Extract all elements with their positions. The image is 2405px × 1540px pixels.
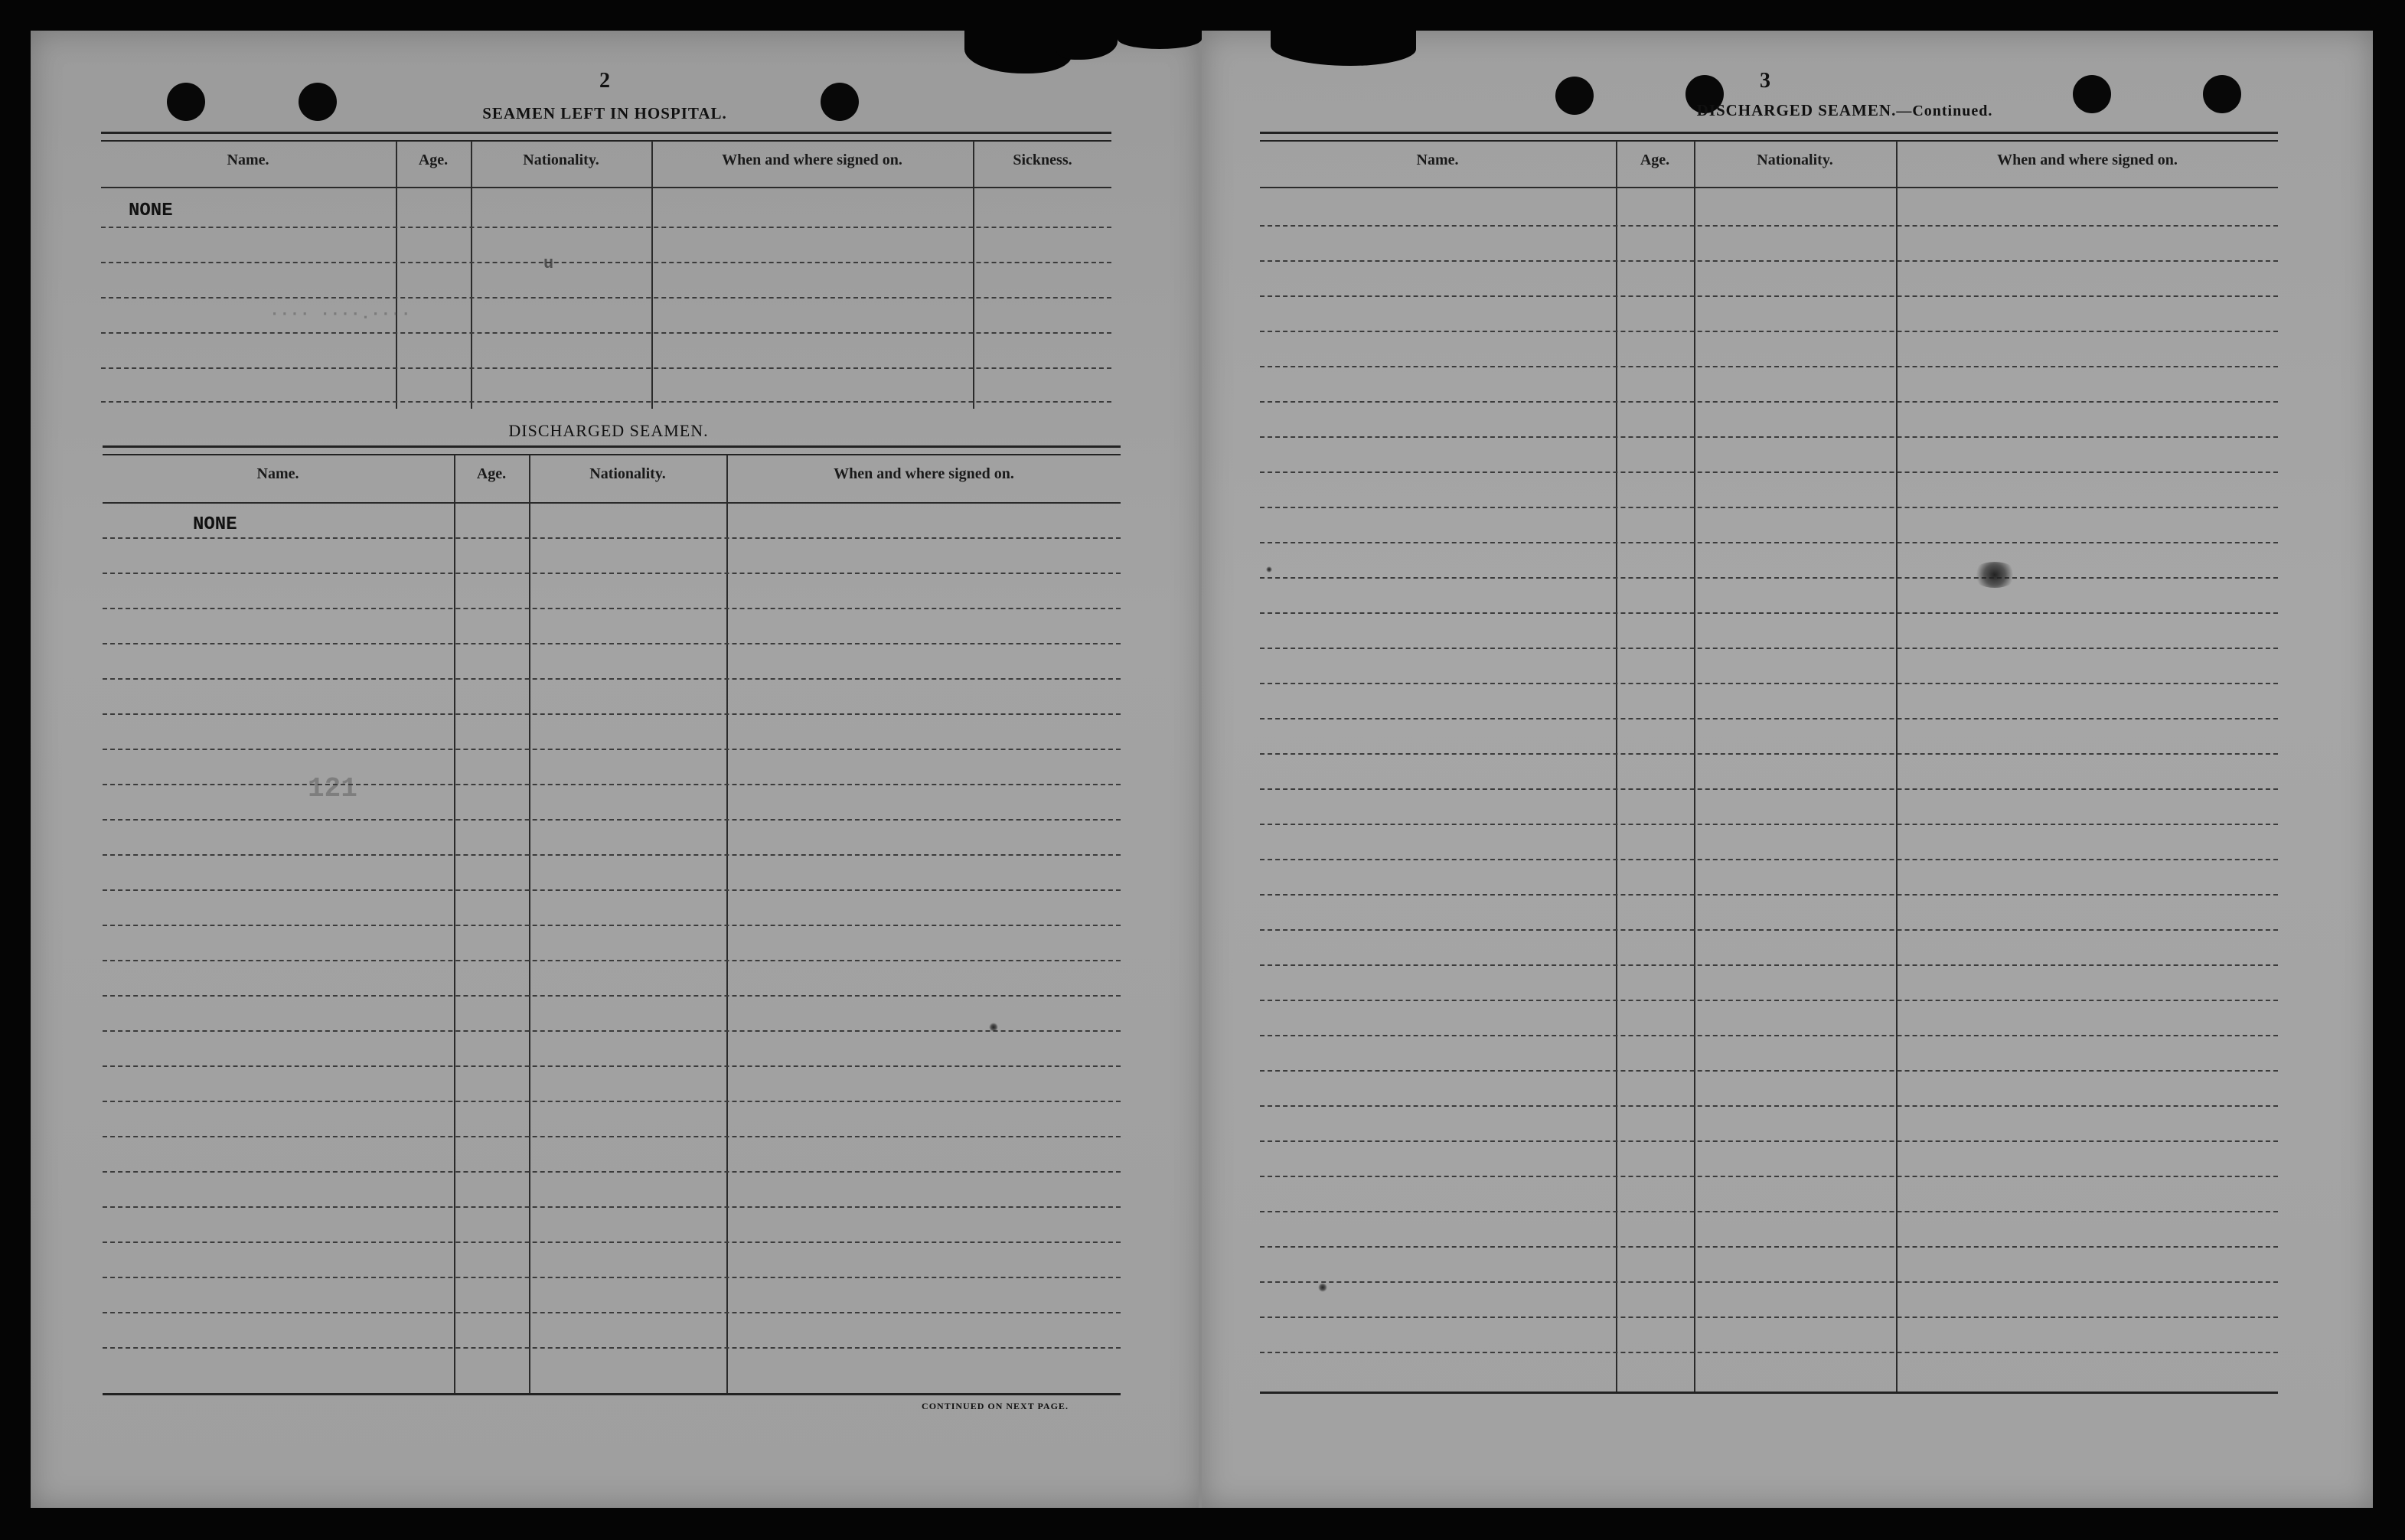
title-continued: —Continued.	[1896, 103, 1993, 119]
faint-show-through: 121	[308, 773, 357, 804]
row-rule	[1260, 1176, 2278, 1177]
header-rule	[1260, 187, 2278, 188]
row-rule	[1260, 331, 2278, 332]
row-rule	[103, 1171, 1121, 1173]
column-header-name: Name.	[1416, 152, 1459, 168]
row-rule	[103, 854, 1121, 856]
header-rule	[103, 502, 1121, 504]
row-rule	[1260, 436, 2278, 438]
row-rule	[1260, 471, 2278, 473]
row-rule	[103, 608, 1121, 609]
column-header-nationality: Nationality.	[589, 465, 666, 482]
row-rule	[103, 1206, 1121, 1208]
row-rule	[1260, 648, 2278, 649]
row-rule	[101, 401, 1111, 403]
table-top-rule	[101, 132, 1111, 142]
column-header-age: Age.	[476, 465, 507, 482]
discharged-section-title: DISCHARGED SEAMEN.	[508, 421, 709, 440]
faint-show-through: ···· ····.····	[269, 305, 411, 324]
row-rule	[103, 889, 1121, 891]
row-rule	[103, 1065, 1121, 1067]
punch-hole	[2203, 75, 2241, 113]
row-rule	[1260, 1070, 2278, 1072]
row-rule	[103, 784, 1121, 785]
table-top-rule	[103, 445, 1121, 455]
discharged-entry-none: NONE	[193, 514, 237, 535]
row-rule	[103, 819, 1121, 821]
row-rule	[1260, 1246, 2278, 1248]
discharged-continued-title	[1531, 101, 2159, 120]
row-rule	[103, 1030, 1121, 1032]
row-rule	[1260, 1281, 2278, 1283]
page-number-left: 2	[599, 69, 610, 93]
row-rule	[1260, 894, 2278, 896]
row-rule	[1260, 1105, 2278, 1107]
row-rule	[1260, 507, 2278, 508]
faint-show-through: u	[543, 254, 554, 273]
row-rule	[103, 678, 1121, 680]
page-fold	[1199, 31, 1202, 1508]
row-rule	[101, 262, 1111, 263]
row-rule	[1260, 1140, 2278, 1142]
discharged-table-right	[1260, 132, 2278, 1395]
column-header-name: Name.	[256, 465, 299, 482]
row-rule	[1260, 929, 2278, 931]
row-rule	[103, 925, 1121, 926]
row-rule	[1260, 225, 2278, 227]
column-header-signed-on: When and where signed on.	[834, 465, 1014, 482]
column-header-nationality: Nationality.	[1757, 152, 1833, 168]
table-top-rule	[1260, 132, 2278, 142]
row-rule	[1260, 824, 2278, 825]
row-rule	[1260, 788, 2278, 790]
row-rule	[103, 1347, 1121, 1349]
row-rule	[1260, 859, 2278, 860]
row-rule	[101, 332, 1111, 334]
column-header-signed-on: When and where signed on.	[722, 152, 902, 168]
row-rule	[103, 1136, 1121, 1137]
row-rule	[1260, 1035, 2278, 1036]
row-rule	[101, 297, 1111, 299]
row-rule	[103, 1101, 1121, 1102]
ink-speck	[1318, 1283, 1327, 1292]
row-rule	[1260, 542, 2278, 543]
row-rule	[1260, 683, 2278, 684]
column-divider	[1896, 141, 1898, 1393]
column-header-age: Age.	[1640, 152, 1670, 168]
title-main: DISCHARGED SEAMEN.	[1696, 101, 1897, 119]
column-header-name: Name.	[227, 152, 269, 168]
column-header-age: Age.	[418, 152, 449, 168]
header-rule	[101, 187, 1111, 188]
column-divider	[1616, 141, 1617, 1393]
punch-hole	[821, 83, 859, 121]
continued-note: CONTINUED ON NEXT PAGE.	[922, 1401, 1069, 1411]
row-rule	[1260, 1000, 2278, 1001]
row-rule	[103, 749, 1121, 750]
page-number-right: 3	[1760, 69, 1770, 93]
hospital-entry-none: NONE	[129, 201, 173, 221]
row-rule	[1260, 718, 2278, 719]
ink-speck	[1266, 566, 1272, 573]
row-rule	[101, 367, 1111, 369]
row-rule	[101, 227, 1111, 228]
row-rule	[1260, 1317, 2278, 1318]
column-divider	[1694, 141, 1695, 1393]
row-rule	[103, 1312, 1121, 1313]
row-rule	[103, 573, 1121, 574]
torn-edge	[1118, 29, 1202, 49]
hospital-table	[101, 132, 1111, 412]
row-rule	[103, 960, 1121, 961]
column-header-nationality: Nationality.	[523, 152, 599, 168]
row-rule	[103, 643, 1121, 644]
row-rule	[1260, 260, 2278, 262]
row-rule	[1260, 401, 2278, 403]
row-rule	[1260, 1352, 2278, 1353]
row-rule	[1260, 577, 2278, 579]
row-rule	[103, 713, 1121, 715]
row-rule	[1260, 1211, 2278, 1212]
row-rule	[103, 537, 1121, 539]
punch-hole	[167, 83, 205, 121]
row-rule	[1260, 753, 2278, 755]
ink-smudge	[1972, 562, 2018, 588]
row-rule	[103, 995, 1121, 997]
table-bottom-rule	[103, 1393, 1121, 1395]
hospital-section-title: SEAMEN LEFT IN HOSPITAL.	[482, 104, 727, 122]
punch-hole	[299, 83, 337, 121]
row-rule	[1260, 366, 2278, 367]
row-rule	[1260, 612, 2278, 614]
column-header-signed-on: When and where signed on.	[1997, 152, 2178, 168]
table-bottom-rule	[1260, 1392, 2278, 1394]
row-rule	[1260, 964, 2278, 966]
row-rule	[103, 1241, 1121, 1243]
column-header-sickness: Sickness.	[1013, 152, 1072, 168]
ink-speck	[989, 1023, 998, 1032]
row-rule	[1260, 295, 2278, 297]
discharged-table-left	[103, 445, 1121, 1396]
row-rule	[103, 1277, 1121, 1278]
